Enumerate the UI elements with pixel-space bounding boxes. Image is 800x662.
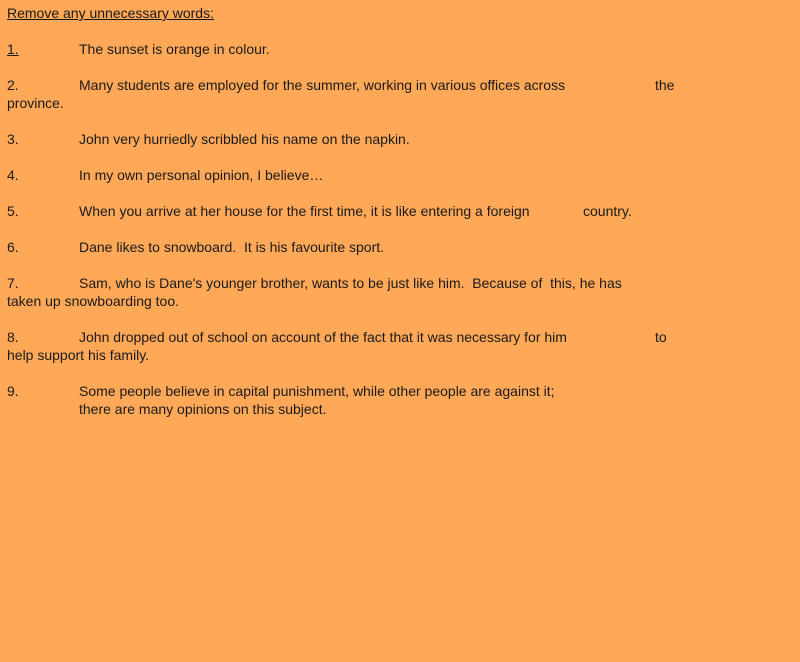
- item-sentence-continuation: help support his family.: [7, 347, 150, 363]
- item-sentence: The sunset is orange in colour.: [79, 41, 270, 57]
- item-sentence-continuation: province.: [7, 95, 64, 111]
- item-sentence: John dropped out of school on account of the fact that it was necessary for him: [79, 329, 567, 345]
- item-sentence-tail: the: [655, 77, 675, 93]
- item-number: 5.: [7, 203, 19, 219]
- item-sentence: In my own personal opinion, I believe…: [79, 167, 324, 183]
- item-number: 9.: [7, 383, 19, 399]
- item-number: 7.: [7, 275, 19, 291]
- item-number: 6.: [7, 239, 19, 255]
- item-sentence: John very hurriedly scribbled his name on the napkin.: [79, 131, 410, 147]
- item-number: 4.: [7, 167, 19, 183]
- item-sentence-continuation: there are many opinions on this subject.: [79, 401, 327, 417]
- item-sentence: When you arrive at her house for the first time, it is like entering a foreign: [79, 203, 530, 219]
- item-number: 2.: [7, 77, 19, 93]
- item-sentence: Many students are employed for the summer, working in various offices across: [79, 77, 566, 93]
- item-number: 8.: [7, 329, 19, 345]
- item-number: 3.: [7, 131, 19, 147]
- item-sentence-continuation: taken up snowboarding too.: [7, 293, 180, 309]
- instructions-heading: Remove any unnecessary words:: [7, 5, 214, 21]
- item-sentence-tail: to: [655, 329, 667, 345]
- item-number: 1.: [7, 41, 19, 57]
- item-sentence-tail: country.: [583, 203, 632, 219]
- item-sentence: Sam, who is Dane's younger brother, wants to be just like him. Because of this, he has: [79, 275, 622, 291]
- item-sentence: Some people believe in capital punishment, while other people are against it;: [79, 383, 555, 399]
- item-sentence: Dane likes to snowboard. It is his favourite sport.: [79, 239, 385, 255]
